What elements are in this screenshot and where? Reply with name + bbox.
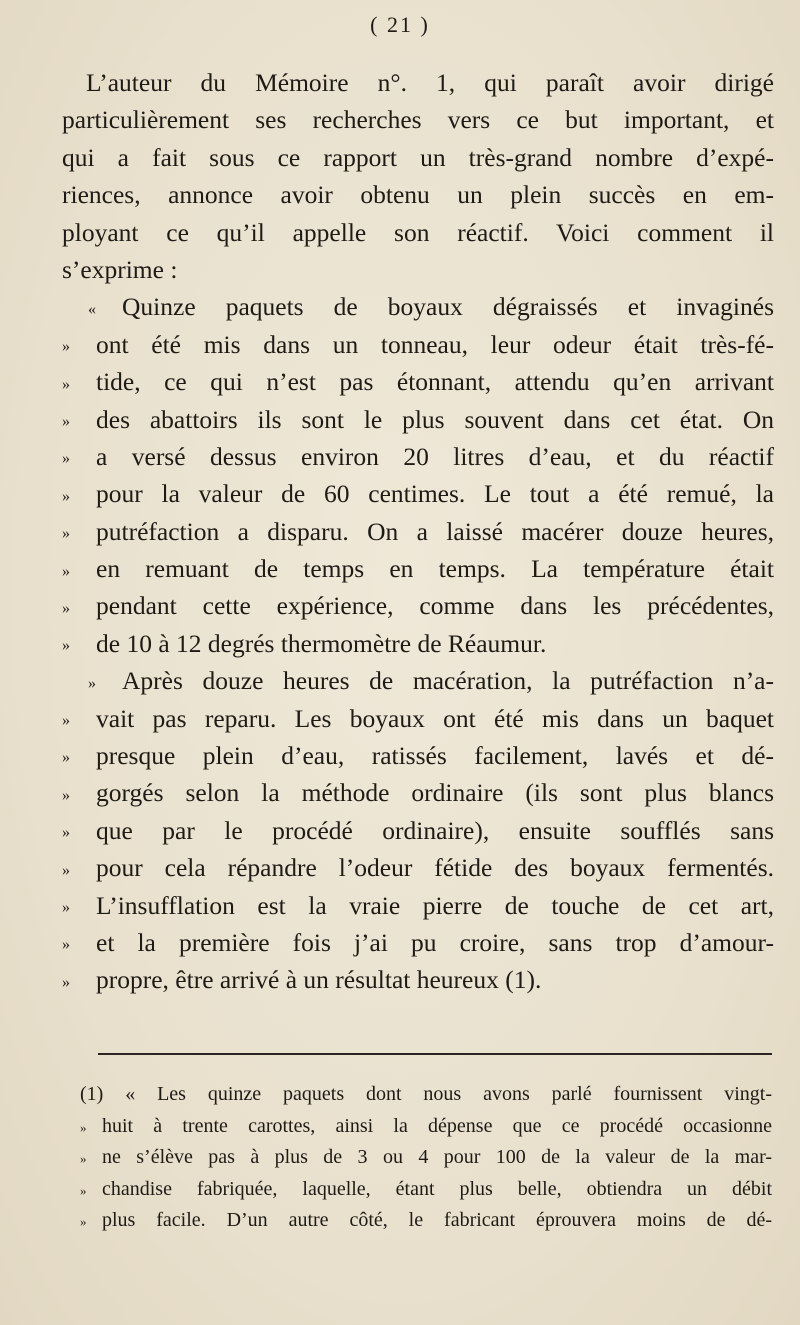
quote-line: [62, 961, 774, 998]
quote-cont-mark: »: [62, 899, 70, 917]
quote-line: [62, 288, 774, 325]
footnote-cont-mark: »: [80, 1119, 87, 1135]
text-line: L’auteur du Mémoire n°. 1, qui paraît avoir dirigé: [86, 68, 774, 97]
quote-cont-mark: »: [62, 861, 70, 879]
quote-line: [62, 475, 774, 512]
quote-line-text: presque plein d’eau, ratissés facilement, lavés et dé-: [96, 741, 774, 771]
footnote-cont-mark: »: [80, 1214, 87, 1230]
quote-cont-mark: »: [62, 599, 70, 617]
text-line: particulièrement ses recherches vers ce but important, et: [62, 105, 774, 135]
quote-line-text: pendant cette expérience, comme dans les précédentes,: [96, 591, 774, 621]
quote-line-text: propre, être arrivé à un résultat heureux (1).: [96, 965, 542, 995]
quote-line: [62, 737, 774, 774]
quote-cont-mark: »: [62, 487, 70, 505]
quote-line-text: Après douze heures de macération, la putréfaction n’a-: [122, 666, 774, 696]
quote-line-text: et la première fois j’ai pu croire, sans trop d’amour-: [96, 927, 774, 957]
quote-cont-mark: »: [62, 412, 70, 430]
text-line: ployant ce qu’il appelle son réactif. Voici comment il: [62, 217, 774, 247]
quote-line: [62, 924, 774, 961]
quote-cont-mark: »: [62, 824, 70, 842]
quote-line-text: a versé dessus environ 20 litres d’eau, et du réactif: [96, 441, 774, 471]
quote-line: [62, 513, 774, 550]
quote-line: [62, 849, 774, 886]
quote-cont-mark: »: [62, 973, 70, 991]
text-line: riences, annonce avoir obtenu un plein succès en em-: [62, 180, 774, 210]
quote-line: [62, 812, 774, 849]
footnote-line-text: huit à trente carottes, ainsi la dépense que ce procédé occasionne: [102, 1114, 772, 1137]
quote-cont-mark: »: [62, 450, 70, 468]
quote-line-text: putréfaction a disparu. On a laissé macérer douze heures,: [96, 516, 774, 546]
quote-cont-mark: »: [62, 786, 70, 804]
quote-line: [62, 662, 774, 699]
quote-line: [62, 401, 774, 438]
quote-cont-mark: »: [62, 936, 70, 954]
quote-line: [62, 438, 774, 475]
page-number: ( 21 ): [370, 12, 430, 37]
quote-line-text: gorgés selon la méthode ordinaire (ils sont plus blancs: [96, 778, 774, 808]
quote-cont-mark: »: [62, 562, 70, 580]
quote-line-text: des abattoirs ils sont le plus souvent dans cet état. On: [96, 404, 774, 434]
text-line: qui a fait sous ce rapport un très-grand nombre d’expé-: [62, 142, 774, 172]
footnote: [80, 1079, 772, 1237]
text-line: s’exprime :: [62, 254, 178, 284]
footnote-line: [80, 1205, 772, 1237]
quote-cont-mark: »: [62, 749, 70, 767]
quote-line: [62, 774, 774, 811]
quote-cont-mark: »: [62, 637, 70, 655]
quote-cont-mark: »: [62, 338, 70, 356]
quote-line-text: tide, ce qui n’est pas étonnant, attendu qu’en arrivant: [96, 367, 774, 397]
quote-line: [62, 550, 774, 587]
quote-line-text: en remuant de temps en temps. La température était: [96, 554, 774, 584]
quote-line: [62, 887, 774, 924]
quote-line: [62, 587, 774, 624]
quote-line-text: vait pas reparu. Les boyaux ont été mis dans un baquet: [96, 703, 774, 733]
quote-line-text: ont été mis dans un tonneau, leur odeur était très-fé-: [96, 329, 774, 359]
quote-line: [62, 625, 774, 662]
quote-line-text: que par le procédé ordinaire), ensuite soufflés sans: [96, 815, 774, 845]
quote-cont-mark: »: [62, 375, 70, 393]
main-text: [62, 64, 774, 999]
quote-line-text: pour cela répandre l’odeur fétide des boyaux fermentés.: [96, 853, 774, 883]
footnote-line-text: ne s’élève pas à plus de 3 ou 4 pour 100 de la valeur de la mar-: [102, 1146, 772, 1169]
footnote-divider: [98, 1053, 772, 1055]
footnote-line-text: chandise fabriquée, laquelle, étant plus belle, obtiendra un débit: [102, 1177, 772, 1200]
quote-line-text: pour la valeur de 60 centimes. Le tout a été remué, la: [96, 479, 774, 509]
quote-line-text: Quinze paquets de boyaux dégraissés et invaginés: [122, 292, 774, 322]
quote-line: [62, 326, 774, 363]
quote-line: [62, 700, 774, 737]
quote-cont-mark: »: [62, 525, 70, 543]
quotation: [62, 288, 774, 998]
quote-cont-mark: »: [88, 674, 96, 692]
quote-line: [62, 363, 774, 400]
footnote-cont-mark: »: [80, 1151, 87, 1167]
quote-line-text: de 10 à 12 degrés thermomètre de Réaumur.: [96, 628, 547, 658]
footnote-line: (1) « Les quinze paquets dont nous avons parlé fournissent vingt-: [80, 1083, 772, 1105]
footnote-line-text: plus facile. D’un autre côté, le fabricant éprouvera moins de dé-: [102, 1209, 772, 1232]
quote-open-mark: «: [88, 300, 96, 318]
footnote-cont-mark: »: [80, 1182, 87, 1198]
footnote-line: [80, 1111, 772, 1143]
footnote-line: [80, 1142, 772, 1174]
footnote-line: [80, 1174, 772, 1206]
quote-cont-mark: »: [62, 712, 70, 730]
quote-line-text: L’insufflation est la vraie pierre de touche de cet art,: [96, 890, 774, 920]
